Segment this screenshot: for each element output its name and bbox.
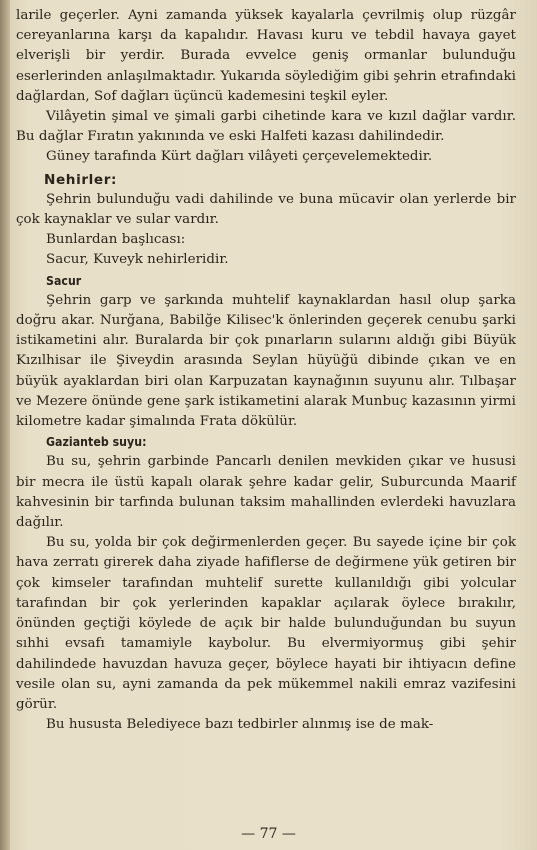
paragraph-sacur: Şehrin garp ve şarkında muhtelif kaynaklardan hasıl olup şarka doğru akar. Nurğana, Babilğe Kilisec'k önlerinden geçerek cenubu şarki istikametini alır. Buralarda bir çok pınarların sularını aldığı gibi Büyük Kızılhisar ile Şiveydin arasında Seylan hüyüğü dibinde çıkan ve en büyük ayaklardan biri olan Karpuzatan kaynağının suyunu alır. Tılbaşar ve Mezere önünde gene şark istikametini alarak Munbuç kazasının yirmi kilometre kadar şimalında Frata dökülür. — [16, 292, 516, 430]
page-body — [16, 6, 516, 735]
line-nehir-names: Sacur, Kuveyk nehirleridir. — [46, 252, 229, 268]
page-number: — 77 — — [241, 826, 296, 842]
subheading-sacur: Sacur — [46, 273, 82, 288]
section-heading-nehirler: Nehirler: — [44, 171, 118, 188]
page-spine-shadow — [0, 0, 10, 850]
subheading-gazianteb-suyu: Gazianteb suyu: — [46, 435, 147, 450]
paragraph-degirmenler: Bu su, yolda bir çok değirmenlerden geçer. Bu sayede içine bir çok hava zerratı girerek daha ziyade hafiflerse de değirmene yük getiren bir çok kimseler tarafından muhtelif surette kullanıldığı gibi yolcular tarafından bir çok yerlerinden kapaklar açılarak öylece bırakılır, önünden geçtiği köylede de açık bir halde bulunduğundan bu suyun sıhhi evsafı tamamiyle kaybolur. Bu elvermiyormuş gibi şehir dahilindede havuzdan havuza geçer, böylece hayati bir ihtiyacın define vesile olan su, ayni zamanda da pek mükemmel nakili emraz vazifesini görür. — [16, 535, 516, 712]
paragraph-kaynaklar: Şehrin bulunduğu vadi dahilinde ve buna mücavir olan yerlerde bir çok kaynaklar ve sular vardır. — [16, 191, 516, 228]
paragraph-kara-kizil-daglar: Vilâyetin şimal ve şimali garbi cihetinde kara ve kızıl dağlar vardır. Bu dağlar Fıratın yakınında ve eski Halfeti kazası dahilindedir. — [16, 109, 516, 145]
paragraph-continuation: larile geçerler. Ayni zamanda yüksek kayalarla çevrilmiş olup rüzgâr cereyanlarına karşı da kapalıdır. Havası kuru ve tebdil havaya gayet elverişli bir yerdir. Burada evvelce geniş ormanlar bulunduğu eserlerinden anlaşılmaktadır. Yukarıda söylediğim gibi şehrin etrafındaki dağlardan, Sof dağları üçüncü kademesini teşkil eyler. — [16, 8, 516, 104]
paragraph-kurt-daglari: Güney tarafında Kürt dağları vilâyeti çerçevelemektedir. — [46, 149, 433, 165]
paragraph-belediye: Bu hususta Belediyece bazı tedbirler alınmış ise de mak- — [46, 717, 434, 733]
line-baslicasi: Bunlardan başlıcası: — [46, 232, 186, 248]
paragraph-gazianteb-suyu: Bu su, şehrin garbinde Pancarlı denilen mevkiden çıkar ve hususi bir mecra ile üstü kapalı olarak şehre kadar gelir, Suburcunda Maarif kahvesinin bir tarfında bulunan taksim mahallinden evlerdeki havuzlara dağılır. — [16, 454, 516, 531]
